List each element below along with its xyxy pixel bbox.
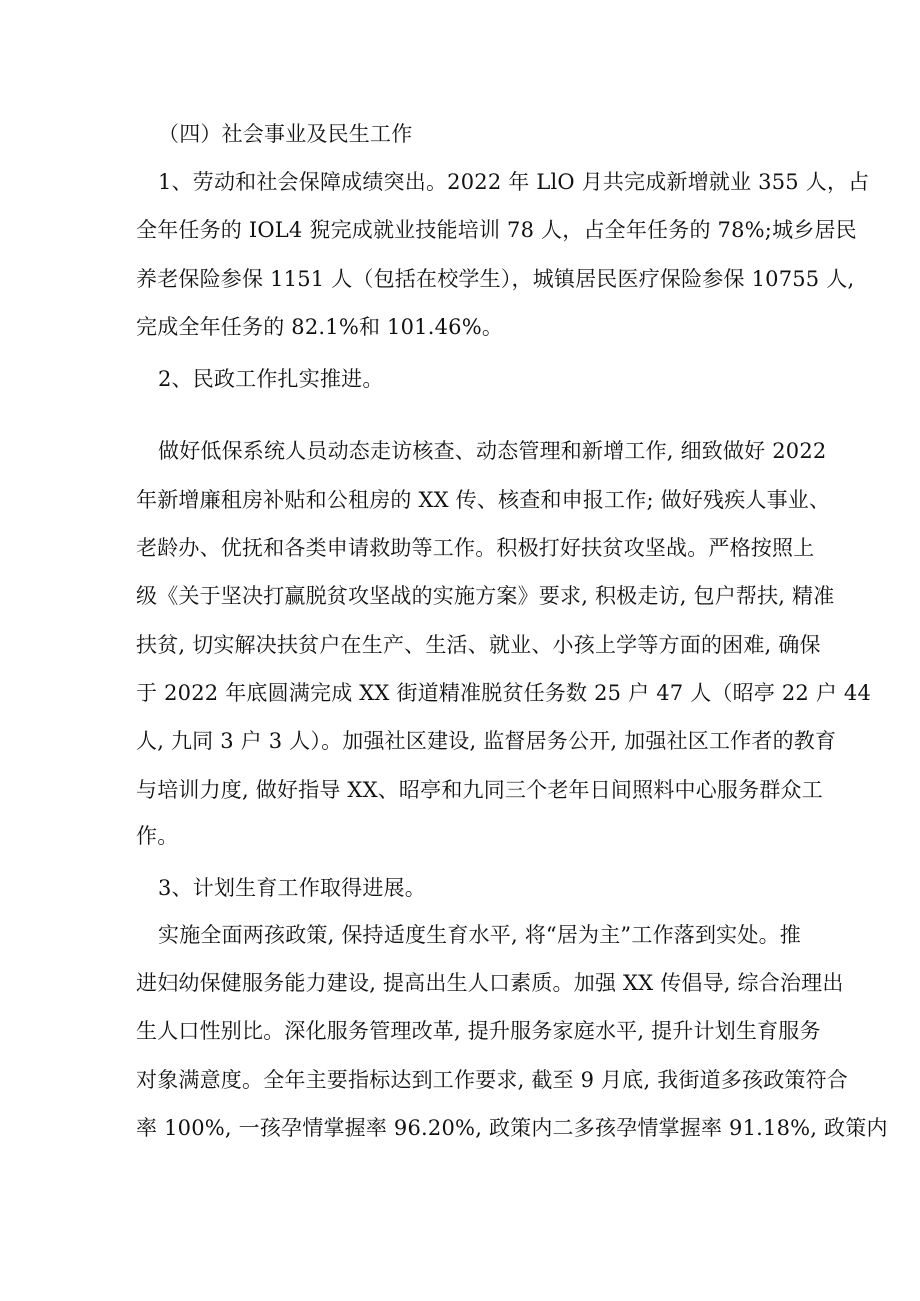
- item1-line-1: 1、劳动和社会保障成绩突出。2022 年 LlO 月共完成新增就业 355 人，占: [158, 170, 870, 194]
- item2-heading: 2、民政工作扎实推进。: [158, 367, 384, 391]
- item1-line-2: 全年任务的 IOL4 猊完成就业技能培训 78 人，占全年任务的 78%;城乡居民: [136, 218, 857, 242]
- item2-line-6: 于 2022 年底圆满完成 XX 街道精准脱贫任务数 25 户 47 人（昭亭 22 户 44: [136, 681, 872, 705]
- item3-line-2: 进妇幼保健服务能力建设, 提高出生人口素质。加强 XX 传倡导, 综合治理出: [136, 971, 844, 995]
- item3-line-3: 生人口性别比。深化服务管理改革, 提升服务家庭水平, 提升计划生育服务: [136, 1019, 821, 1043]
- item3-line-4: 对象满意度。全年主要指标达到工作要求, 截至 9 月底, 我街道多孩政策符合: [136, 1068, 849, 1092]
- item1-line-4: 完成全年任务的 82.1%和 101.46%。: [136, 315, 504, 339]
- item2-line-1: 做好低保系统人员动态走访核查、动态管理和新增工作, 细致做好 2022: [158, 439, 827, 463]
- item2-line-7: 人, 九同 3 户 3 人）。加强社区建设, 监督居务公开, 加强社区工作者的教育: [136, 729, 837, 753]
- item2-line-5: 扶贫, 切实解决扶贫户在生产、生活、就业、小孩上学等方面的困难, 确保: [136, 633, 821, 657]
- item2-line-4: 级《关于坚决打赢脱贫攻坚战的实施方案》要求, 积极走访, 包户帮扶, 精准: [136, 584, 835, 608]
- section-heading: （四）社会事业及民生工作: [158, 122, 413, 146]
- item2-line-9: 作。: [136, 824, 179, 848]
- item3-line-1: 实施全面两孩政策, 保持适度生育水平, 将“居为主”工作落到实处。推: [158, 923, 801, 947]
- item2-line-2: 年新增廉租房补贴和公租房的 XX 传、核查和申报工作; 做好残疾人事业、: [136, 488, 831, 512]
- item2-line-3: 老龄办、优抚和各类申请救助等工作。积极打好扶贫攻坚战。严格按照上: [136, 536, 815, 560]
- item2-line-8: 与培训力度, 做好指导 XX、昭亭和九同三个老年日间照料中心服务群众工: [136, 778, 823, 802]
- item3-heading: 3、计划生育工作取得进展。: [158, 876, 426, 900]
- item1-line-3: 养老保险参保 1151 人（包括在校学生），城镇居民医疗保险参保 10755 人,: [136, 267, 855, 291]
- item3-line-5: 率 100%, 一孩孕情掌握率 96.20%, 政策内二多孩孕情掌握率 91.18%, 政策内: [136, 1116, 888, 1140]
